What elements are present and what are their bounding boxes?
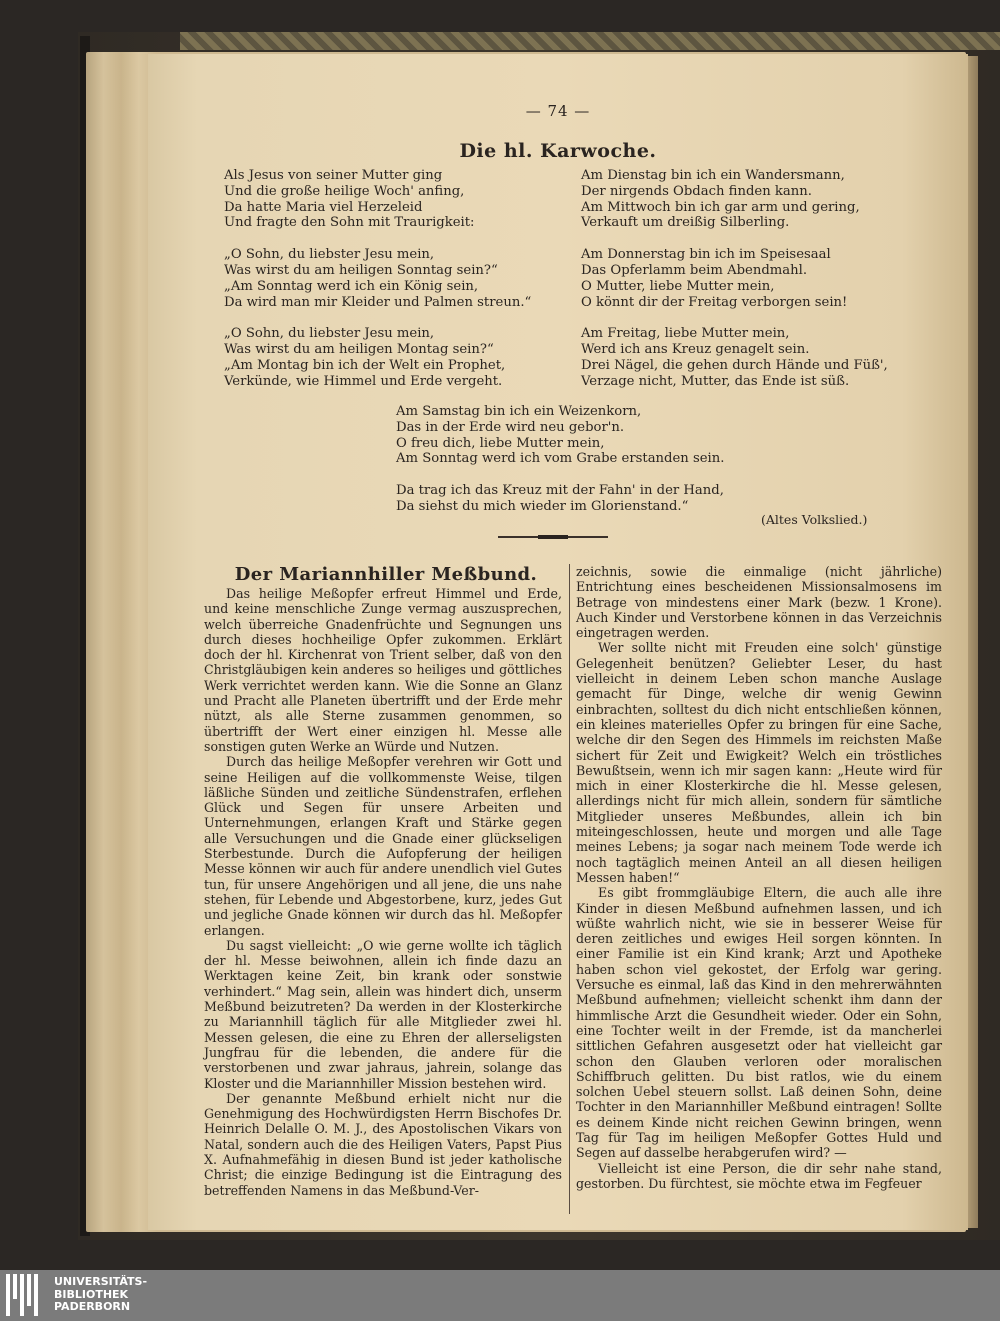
scanned-page	[148, 54, 968, 1230]
poem-attribution: (Altes Volkslied.)	[761, 512, 868, 527]
poem-stanza	[224, 326, 531, 389]
poem-stanza	[581, 247, 888, 310]
poem-line: „O Sohn, du liebster Jesu mein,	[224, 247, 435, 263]
library-line-3: PADERBORN	[54, 1300, 131, 1313]
poem-line: „Am Montag bin ich der Welt ein Prophet,	[224, 357, 506, 373]
poem-line: Was wirst du am heiligen Sonntag sein?“	[224, 262, 498, 278]
poem-left-column	[224, 168, 531, 406]
poem-line: Und fragte den Sohn mit Traurigkeit:	[224, 215, 475, 231]
poem-line: Was wirst du am heiligen Montag sein?“	[224, 342, 494, 358]
poem-stanza	[396, 483, 724, 515]
poem-line: Am Sonntag werd ich vom Grabe erstanden sein.	[396, 451, 725, 467]
poem-stanza	[224, 247, 531, 310]
article-paragraph: Du sagst vielleicht: „O wie gerne wollte ich täglich der hl. Messe beiwohnen, allein ich finde dazu an Werktagen keine Zeit, bin krank oder sonstwie verhindert.“ Mag sein, allein was hindert dich, unserm Meßbund beizutreten? Da werden in der Klosterkirche zu Mariannhill täglich für alle Mitglieder zwei hl. Messen gelesen, die eine zu Ehren der allerseligsten Jungfrau für die lebenden, die andere für die verstorbenen und zwar jahraus, jahrein, solange das Kloster und die Mariannhiller Mission bestehen wird.	[204, 937, 562, 1091]
article-title: Der Mariannhiller Meßbund.	[234, 564, 538, 585]
poem-line: Verzage nicht, Mutter, das Ende ist süß.	[581, 373, 850, 389]
poem-line: Verkünde, wie Himmel und Erde vergeht.	[224, 373, 503, 389]
poem-stanza	[581, 326, 888, 389]
poem-line: Da wird man mir Kleider und Palmen streun.“	[224, 294, 532, 310]
library-line-2: BIBLIOTHEK	[54, 1287, 129, 1301]
poem-line: O freu dich, liebe Mutter mein,	[396, 435, 605, 451]
poem-line: Werd ich ans Kreuz genagelt sein.	[581, 342, 810, 358]
library-logo-icon	[6, 1274, 44, 1316]
poem-stanza	[224, 168, 531, 231]
poem-line: Am Dienstag bin ich ein Wandersmann,	[581, 168, 845, 183]
poem-line: Da trag ich das Kreuz mit der Fahn' in der Hand,	[396, 483, 724, 499]
poem-line: Am Samstag bin ich ein Weizenkorn,	[396, 404, 642, 419]
poem-stanza	[396, 404, 724, 467]
article-paragraph: Das heilige Meßopfer erfreut Himmel und Erde, und keine menschliche Zunge vermag auszusprechen, welch überreiche Gnadenfrüchte und Segnungen uns durch dieses hochheilige Opfer zukommen. Erklärt doch der hl. Kirchenrat von Trient selber, daß von den Christgläubigen kein anderes so heiliges und göttliches Werk verrichtet werden kann. Wie die Sonne an Glanz und Pracht alle Planeten übertrifft und der Erde mehr nützt, als alle Sterne zusammen genommen, so übertrifft der Wert einer einzigen hl. Messe alle sonstigen guten Werke an Würde und Nutzen.	[204, 586, 562, 754]
article-paragraph: zeichnis, sowie die einmalige (nicht jährliche) Entrichtung eines bescheidenen Missionsalmosens im Betrage von mindestens einer Mark (bezw. 1 Krone). Auch Kinder und Verstorbene können in das Verzeichnis eingetragen werden.	[576, 564, 942, 641]
poem-line: Drei Nägel, die gehen durch Hände und Füß',	[581, 357, 888, 373]
poem-line: Am Mittwoch bin ich gar arm und gering,	[581, 199, 860, 215]
article-paragraph: Der genannte Meßbund erhielt nicht nur die Genehmigung des Hochwürdigsten Herrn Bischofes Dr. Heinrich Delalle O. M. J., des Apostolischen Vikars von Natal, sondern auch die des Heiligen Vaters, Papst Pius X. Aufnahmefähig in diesen Bund ist jeder katholische Christ; die einzige Bedingung ist die Eintragung des betreffenden Namens in das Meßbund-Ver-	[204, 1090, 562, 1198]
page-number: — 74 —	[525, 102, 591, 120]
poem-line: „Am Sonntag werd ich ein König sein,	[224, 278, 479, 294]
library-line-1: UNIVERSITÄTS-	[54, 1275, 148, 1288]
poem-line: Verkauft um dreißig Silberling.	[581, 215, 790, 231]
section-divider	[498, 536, 608, 538]
article-left-column	[204, 586, 562, 1198]
poem-line: Der nirgends Obdach finden kann.	[581, 183, 812, 199]
poem-line: Am Freitag, liebe Mutter mein,	[581, 326, 790, 342]
article-right-column	[576, 564, 942, 1191]
poem-line: Als Jesus von seiner Mutter ging	[224, 168, 443, 183]
column-rule	[569, 564, 570, 1214]
library-footer-bar	[0, 1270, 1000, 1321]
poem-center-column	[396, 404, 724, 531]
poem-line: Das in der Erde wird neu gebor'n.	[396, 419, 625, 435]
article-paragraph: Wer sollte nicht mit Freuden eine solch' günstige Gelegenheit benützen? Geliebter Leser, du hast vielleicht in deinem Leben schon manche Auslage gemacht für Dinge, welche dir wenig Gewinn einbrachten, solltest du dich nicht entschließen können, ein kleines materielles Opfer zu bringen für eine Sache, welche dir den Segen des Himmels im reichsten Maße sichert für Zeit und Ewigkeit? Welch ein tröstliches Bewußtsein, wenn ich mir sagen kann: „Heute wird für mich in einer Klosterkirche die hl. Messe gelesen, allerdings nicht für mich allein, sondern für sämtliche Mitglieder unseres Meßbundes, allein ich bin miteingeschlossen, heute und morgen und alle Tage meines Lebens; ja sogar nach meinem Tode werde ich noch tagtäglich meinen Anteil an all diesen heiligen Messen haben!“	[576, 640, 942, 885]
poem-line: „O Sohn, du liebster Jesu mein,	[224, 326, 435, 342]
article-paragraph: Es gibt frommgläubige Eltern, die auch alle ihre Kinder in diesen Meßbund aufnehmen lassen, und ich wüßte wahrlich nicht, wie sie in besserer Weise für deren zeitliches und ewiges Heil sorgen könnten. In einer Familie ist ein Kind krank; Arzt und Apotheke haben schon viel gekostet, der Erfolg war gering. Versuche es einmal, laß das Kind in den mehrerwähnten Meßbund aufnehmen; vielleicht schenkt ihm dann der himmlische Arzt die Gesundheit wieder. Oder ein Sohn, eine Tochter weilt in der Fremde, ist da mancherlei sittlichen Gefahren ausgesetzt oder hat vielleicht gar schon den Glauben verloren oder moralischen Schiffbruch gelitten. Du bist ratlos, wie du einem solchen Uebel steuern sollst. Laß deinen Sohn, deine Tochter in den Mariannhiller Meßbund eintragen! Sollte es deinem Kinde nicht reichen Gewinn bringen, wenn Tag für Tag im heiligen Meßopfer Gottes Huld und Segen auf dasselbe herabgerufen wird? —	[576, 885, 942, 1161]
poem-title: Die hl. Karwoche.	[459, 140, 657, 162]
article-paragraph: Vielleicht ist eine Person, die dir sehr nahe stand, gestorben. Du fürchtest, sie möchte etwa im Fegfeuer	[576, 1160, 942, 1191]
poem-line: O Mutter, liebe Mutter mein,	[581, 278, 775, 294]
poem-line: Am Donnerstag bin ich im Speisesaal	[581, 247, 831, 263]
poem-line: Und die große heilige Woch' anfing,	[224, 183, 465, 199]
library-name	[54, 1276, 147, 1314]
poem-right-column	[581, 168, 888, 406]
poem-line: Da siehst du mich wieder im Glorienstand.“	[396, 498, 689, 514]
poem-stanza	[581, 168, 888, 231]
poem-line: O könnt dir der Freitag verborgen sein!	[581, 294, 848, 310]
cover-pattern	[180, 32, 1000, 50]
poem-line: Das Opferlamm beim Abendmahl.	[581, 262, 808, 278]
article-paragraph: Durch das heilige Meßopfer verehren wir Gott und seine Heiligen auf die vollkommenste Weise, tilgen läßliche Sünden und zeitliche Sündenstrafen, erflehen Glück und Segen für unsere Arbeiten und Unternehmungen, erlangen Kraft und Stärke gegen alle Versuchungen und die Gnade einer glückseligen Sterbestunde. Durch die Aufopferung der heiligen Messe können wir auch für andere unendlich viel Gutes tun, für unsere Angehörigen und all jene, die uns nahe stehen, für Lebende und Abgestorbene, kurz, jedes Gut und jegliche Gnade können wir durch das hl. Meßopfer erlangen.	[204, 754, 562, 938]
poem-line: Da hatte Maria viel Herzeleid	[224, 199, 423, 215]
